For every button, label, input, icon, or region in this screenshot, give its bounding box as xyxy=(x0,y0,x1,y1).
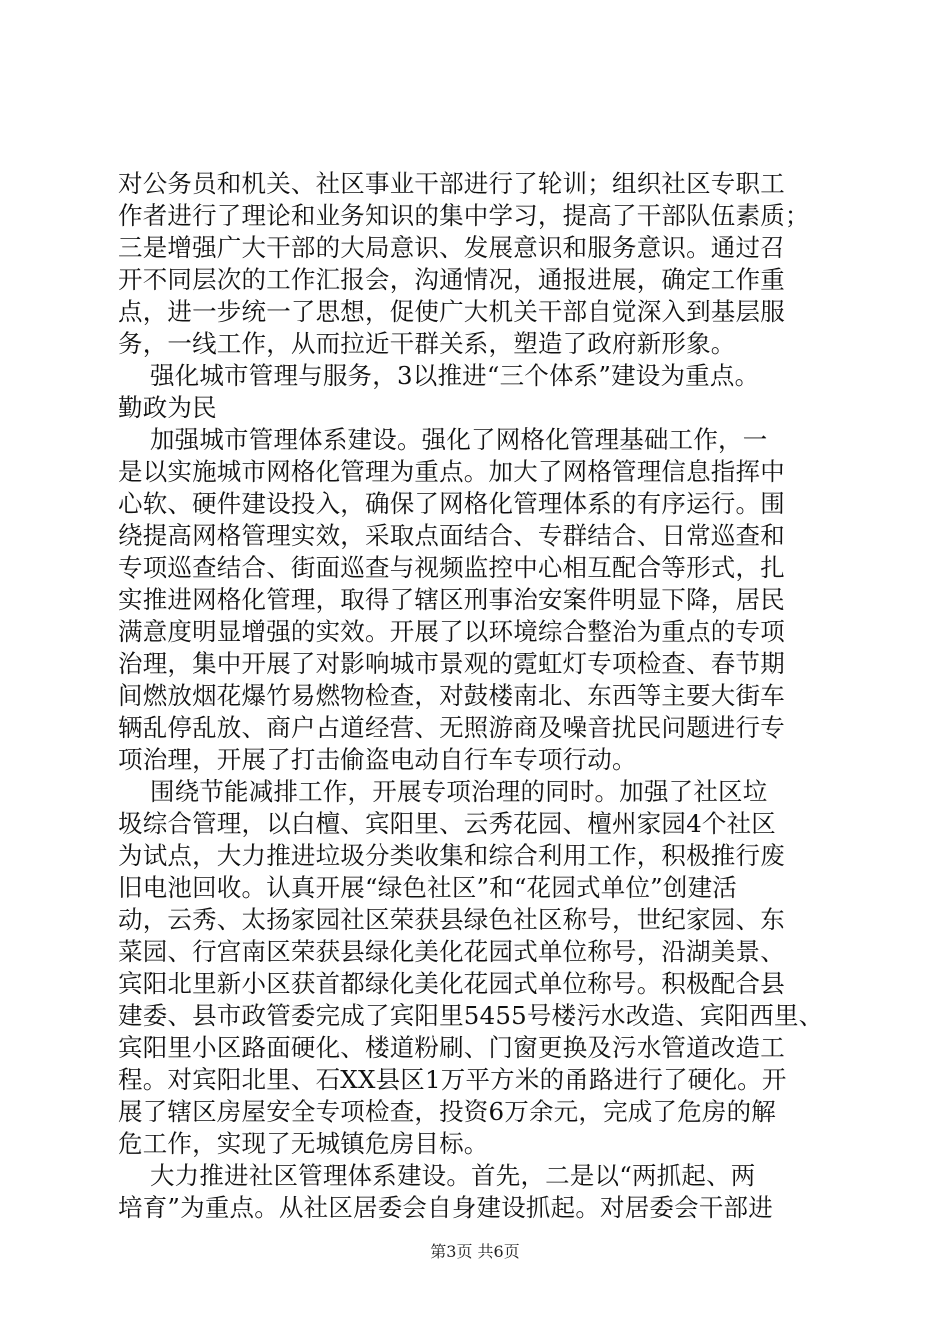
text-line: 建委、县市政管委完成了宾阳里5455号楼污水改造、宾阳西里、 xyxy=(118,1001,824,1030)
text-line: 圾综合管理，以白檀、宾阳里、云秀花园、檀州家园4个社区 xyxy=(118,809,776,838)
text-line: 开不同层次的工作汇报会，沟通情况，通报进展，确定工作重 xyxy=(118,265,785,294)
text-line: 勤政为民 xyxy=(118,393,217,422)
text-line: 作者进行了理论和业务知识的集中学习，提高了干部队伍素质； xyxy=(118,201,810,230)
text-line: 是以实施城市网格化管理为重点。加大了网格管理信息指挥中 xyxy=(118,457,785,486)
text-line: 三是增强广大干部的大局意识、发展意识和服务意识。通过召 xyxy=(118,233,785,262)
text-line: 绕提高网格管理实效，采取点面结合、专群结合、日常巡查和 xyxy=(118,521,785,550)
text-line: 旧电池回收。认真开展“绿色社区”和“花园式单位”创建活 xyxy=(118,873,737,902)
text-line: 宾阳北里新小区获首都绿化美化花园式单位称号。积极配合县 xyxy=(118,969,785,998)
text-line: 强化城市管理与服务，3以推进“三个体系”建设为重点。 xyxy=(118,361,760,390)
text-line: 菜园、行宫南区荣获县绿化美化花园式单位称号，沿湖美景、 xyxy=(118,937,785,966)
text-line: 程。对宾阳北里、石XX县区1万平方米的甬路进行了硬化。开 xyxy=(118,1065,787,1094)
document-body xyxy=(118,168,838,1224)
text-line: 点，进一步统一了思想，促使广大机关干部自觉深入到基层服 xyxy=(118,297,785,326)
text-line: 动，云秀、太扬家园社区荣获县绿色社区称号，世纪家园、东 xyxy=(118,905,785,934)
text-line: 满意度明显增强的实效。开展了以环境综合整治为重点的专项 xyxy=(118,617,785,646)
text-line: 培育”为重点。从社区居委会自身建设抓起。对居委会干部进 xyxy=(118,1193,773,1222)
text-line: 心软、硬件建设投入，确保了网格化管理体系的有序运行。围 xyxy=(118,489,785,518)
text-line: 项治理，开展了打击偷盗电动自行车专项行动。 xyxy=(118,745,637,774)
text-line: 大力推进社区管理体系建设。首先，二是以“两抓起、两 xyxy=(118,1161,756,1190)
text-line: 危工作，实现了无城镇危房目标。 xyxy=(118,1129,489,1158)
page-footer: 第3页 共6页 xyxy=(430,1242,520,1261)
text-line: 治理，集中开展了对影响城市景观的霓虹灯专项检查、春节期 xyxy=(118,649,785,678)
text-line: 间燃放烟花爆竹易燃物检查，对鼓楼南北、东西等主要大街车 xyxy=(118,681,785,710)
text-line: 专项巡查结合、街面巡查与视频监控中心相互配合等形式，扎 xyxy=(118,553,785,582)
text-line: 宾阳里小区路面硬化、楼道粉刷、门窗更换及污水管道改造工 xyxy=(118,1033,785,1062)
text-line: 实推进网格化管理，取得了辖区刑事治安案件明显下降，居民 xyxy=(118,585,785,614)
text-line: 围绕节能减排工作，开展专项治理的同时。加强了社区垃 xyxy=(118,777,768,806)
text-line: 辆乱停乱放、商户占道经营、无照游商及噪音扰民问题进行专 xyxy=(118,713,785,742)
text-line: 展了辖区房屋安全专项检查，投资6万余元，完成了危房的解 xyxy=(118,1097,776,1126)
text-line: 加强城市管理体系建设。强化了网格化管理基础工作，一 xyxy=(118,425,768,454)
text-line: 务，一线工作，从而拉近干群关系，塑造了政府新形象。 xyxy=(118,329,736,358)
text-line: 为试点，大力推进垃圾分类收集和综合利用工作，积极推行废 xyxy=(118,841,785,870)
text-line: 对公务员和机关、社区事业干部进行了轮训；组织社区专职工 xyxy=(118,169,785,198)
